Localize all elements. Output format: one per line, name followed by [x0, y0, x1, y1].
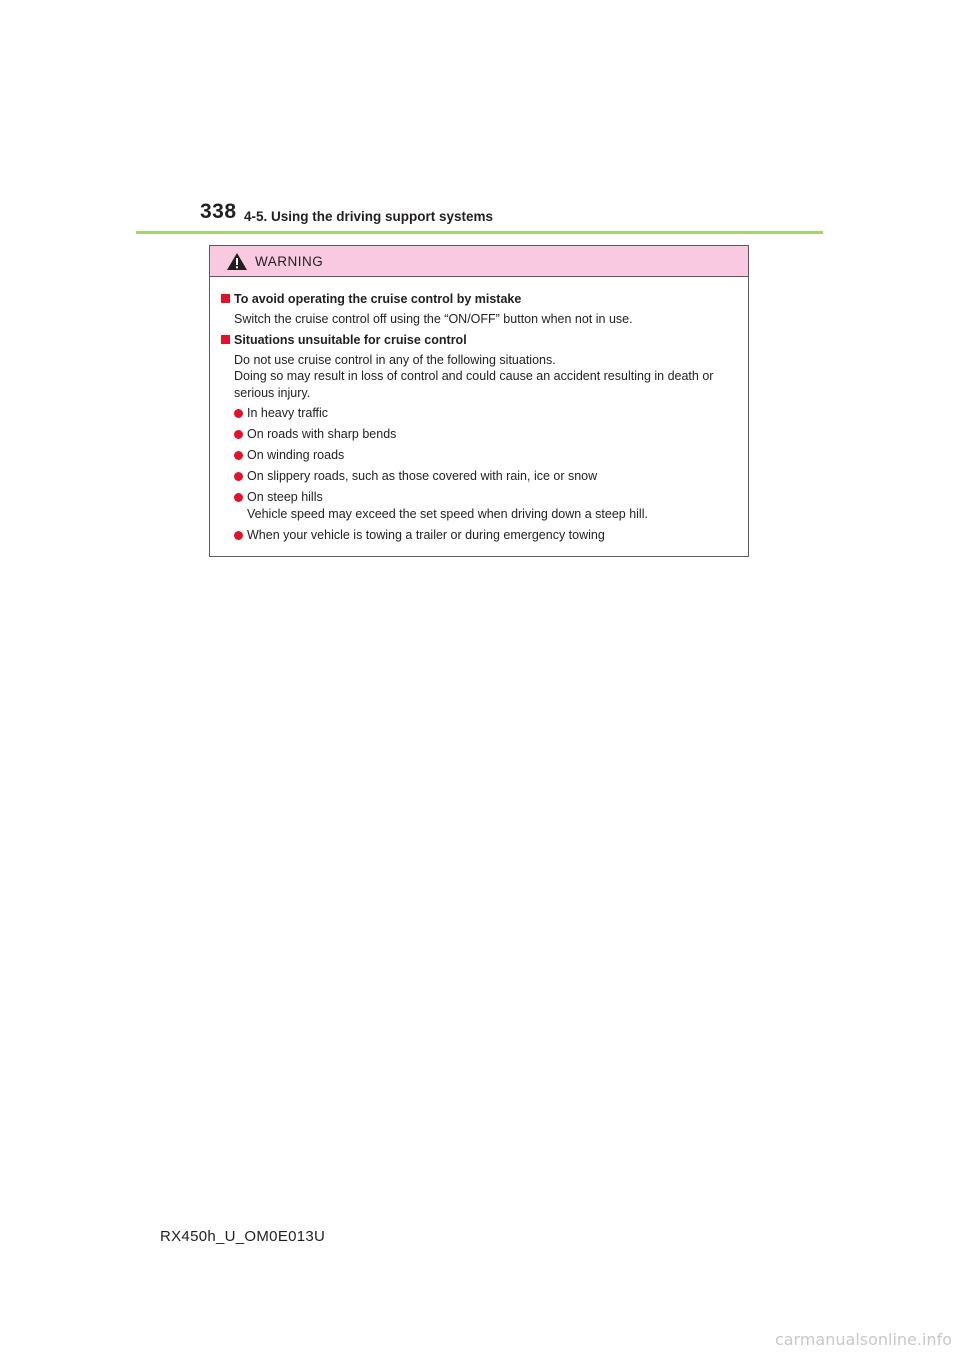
dot-bullet-icon — [234, 451, 243, 460]
square-bullet-icon — [221, 294, 230, 303]
list-item — [234, 489, 738, 522]
page-number: 338 — [200, 200, 237, 223]
list-item-text: On winding roads — [247, 448, 345, 462]
topic-paragraph: Doing so may result in loss of control and could cause an accident resulting in death or serious injury. — [234, 369, 714, 400]
warning-topic — [218, 332, 738, 543]
dot-bullet-icon — [234, 472, 243, 481]
list-item-text: On slippery roads, such as those covered with rain, ice or snow — [247, 469, 598, 483]
dot-bullet-icon — [234, 430, 243, 439]
list-item-text: When your vehicle is towing a trailer or during emergency towing — [247, 527, 605, 542]
list-item — [234, 468, 738, 485]
warning-header — [210, 246, 748, 277]
dot-bullet-icon — [234, 409, 243, 418]
section-title: 4-5. Using the driving support systems — [244, 209, 494, 224]
list-item — [234, 527, 738, 544]
list-item-text: On roads with sharp bends — [247, 427, 397, 441]
dot-bullet-icon — [234, 493, 243, 502]
header-divider — [136, 231, 823, 234]
square-bullet-icon — [221, 335, 230, 344]
topic-heading — [218, 291, 738, 308]
list-item-text: On steep hills — [247, 490, 323, 504]
dot-bullet-icon — [234, 531, 243, 540]
list-item-block — [247, 489, 648, 522]
warning-body — [210, 277, 748, 543]
topic-heading-text: Situations unsuitable for cruise control — [234, 333, 467, 347]
list-item — [234, 447, 738, 464]
watermark: carmanualsonline.info — [774, 1330, 952, 1349]
topic-paragraph: Do not use cruise control in any of the following situations. — [234, 352, 556, 367]
warning-title: WARNING — [255, 254, 324, 269]
bullet-list — [234, 405, 738, 543]
warning-triangle-icon — [226, 252, 248, 271]
page-header — [0, 0, 960, 240]
warning-topic — [218, 291, 738, 327]
list-item — [234, 426, 738, 443]
list-item — [234, 405, 738, 422]
topic-heading-text: To avoid operating the cruise control by mistake — [234, 292, 522, 306]
list-item-text: In heavy traffic — [247, 406, 329, 420]
list-item-note: Vehicle speed may exceed the set speed when driving down a steep hill. — [247, 506, 648, 521]
warning-box — [209, 245, 749, 557]
topic-heading — [218, 332, 738, 349]
manual-code: RX450h_U_OM0E013U — [160, 1228, 326, 1245]
topic-paragraph: Switch the cruise control off using the “ON/OFF” button when not in use. — [234, 311, 633, 326]
